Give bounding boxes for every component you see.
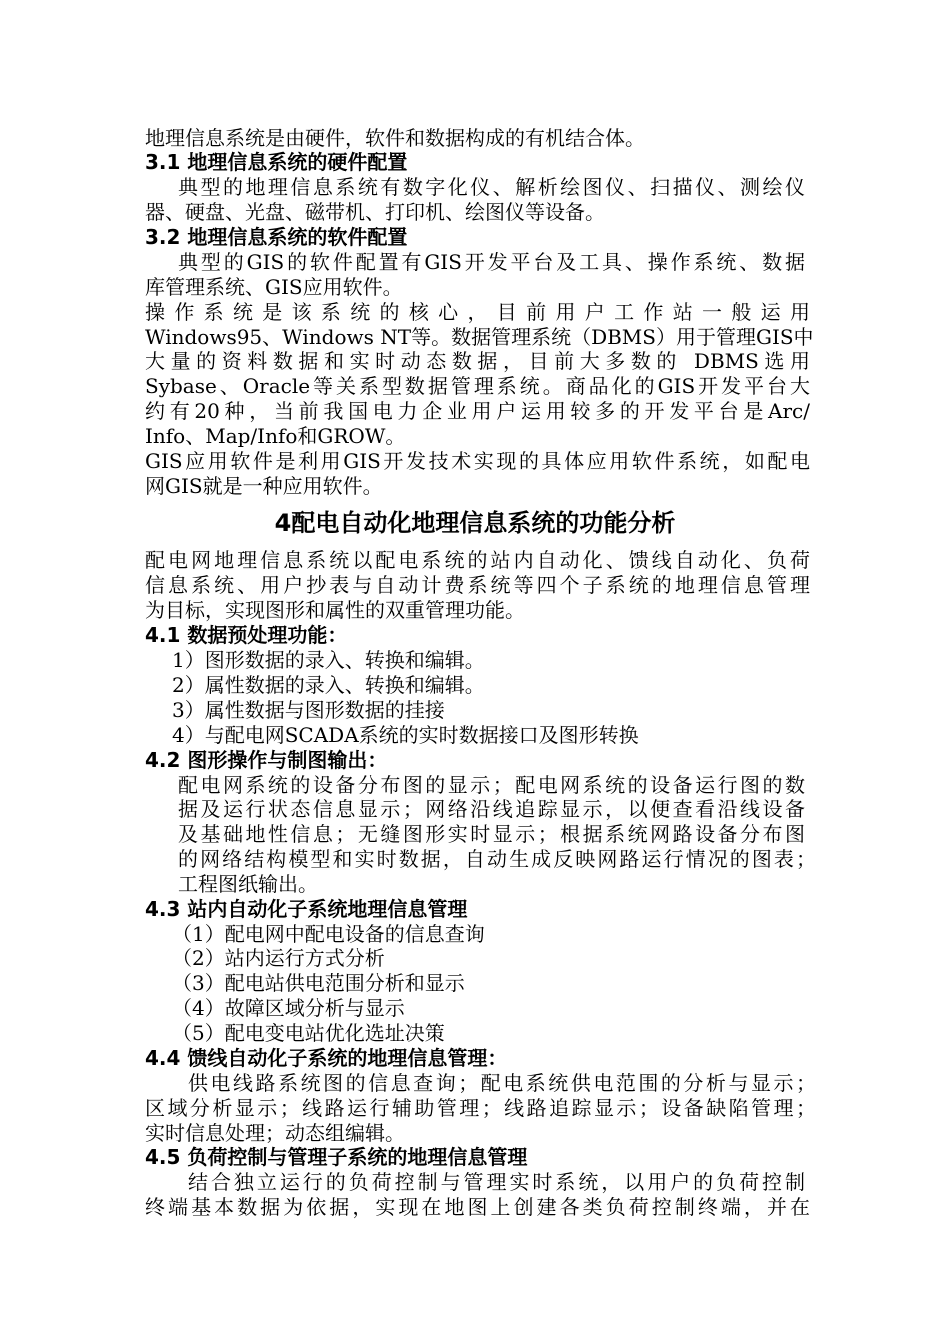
section-4-4-line: 区域分析显示；线路运行辅助管理；线路追踪显示；设备缺陷管理； (145, 1096, 816, 1120)
section-4-4-line: 实时信息处理；动态组编辑。 (145, 1121, 405, 1145)
section-4-5-heading: 4.5 负荷控制与管理子系统的地理信息管理 (145, 1145, 528, 1169)
section-3-2-line: 大量的资料数据和实时动态数据，目前大多数的 DBMS选用 (145, 349, 810, 373)
section-3-2-line: 操 作 系 统 是 该 系 统 的 核 心 ， 目 前 用 户 工 作 站 一 般 运 用 (145, 300, 810, 324)
section-4-5-line: 终端基本数据为依据，实现在地图上创建各类负荷控制终端，并在 (145, 1195, 810, 1219)
section-3-2-line: 典型的GIS的软件配置有GIS开发平台及工具、操作系统、数据 (178, 250, 805, 274)
list-item: （1）配电网中配电设备的信息查询 (172, 922, 485, 946)
chapter-4-line: 为目标，实现图形和属性的双重管理功能。 (145, 598, 525, 622)
intro-paragraph: 地理信息系统是由硬件，软件和数据构成的有机结合体。 (145, 126, 645, 150)
section-4-1-heading: 4.1 数据预处理功能： (145, 623, 348, 647)
section-4-4-heading: 4.4 馈线自动化子系统的地理信息管理： (145, 1046, 508, 1070)
list-item: 4）与配电网SCADA系统的实时数据接口及图形转换 (172, 723, 639, 747)
section-3-2-heading: 3.2 地理信息系统的软件配置 (145, 225, 408, 249)
section-4-4-line: 供电线路系统图的信息查询；配电系统供电范围的分析与显示； (188, 1071, 816, 1095)
section-3-2-line: Info、Map/Info和GROW。 (145, 424, 406, 448)
section-3-2-line: 库管理系统、GIS应用软件。 (145, 275, 403, 299)
section-4-2-line: 配电网系统的设备分布图的显示；配电网系统的设备运行图的数 (178, 773, 805, 797)
section-4-2-line: 及基础地性信息；无缝图形实时显示；根据系统网路设备分布图 (178, 822, 805, 846)
section-4-2-line: 据及运行状态信息显示；网络沿线追踪显示，以便查看沿线设备 (178, 797, 805, 821)
section-3-2-line: 网GIS就是一种应用软件。 (145, 474, 383, 498)
section-3-2-line: 约有20种，当前我国电力企业用户运用较多的开发平台是Arc/ (145, 399, 810, 423)
section-3-2-line: Windows95、Windows NT等。数据管理系统（DBMS）用于管理GIS中 (145, 325, 814, 349)
list-item: （3）配电站供电范围分析和显示 (172, 971, 465, 995)
section-4-2-line: 工程图纸输出。 (178, 872, 318, 896)
list-item: （2）站内运行方式分析 (172, 946, 385, 970)
section-4-3-heading: 4.3 站内自动化子系统地理信息管理 (145, 897, 468, 921)
list-item: 1）图形数据的录入、转换和编辑。 (172, 648, 485, 672)
chapter-4-line: 配电网地理信息系统以配电系统的站内自动化、馈线自动化、负荷 (145, 548, 810, 572)
section-3-2-line: Sybase、Oracle等关系型数据管理系统。商品化的GIS开发平台大 (145, 374, 810, 398)
list-item: （4）故障区域分析与显示 (172, 996, 405, 1020)
section-3-1-line: 典型的地理信息系统有数字化仪、解析绘图仪、扫描仪、测绘仪 (178, 175, 805, 199)
section-4-5-line: 结合独立运行的负荷控制与管理实时系统，以用户的负荷控制 (188, 1170, 805, 1194)
section-4-2-heading: 4.2 图形操作与制图输出： (145, 748, 388, 772)
chapter-4-heading: 4配电自动化地理信息系统的功能分析 (274, 509, 676, 537)
section-4-2-line: 的网络结构模型和实时数据，自动生成反映网路运行情况的图表； (178, 847, 816, 871)
list-item: （5）配电变电站优化选址决策 (172, 1021, 445, 1045)
section-3-1-heading: 3.1 地理信息系统的硬件配置 (145, 150, 408, 174)
section-3-2-line: GIS应用软件是利用GIS开发技术实现的具体应用软件系统，如配电 (145, 449, 810, 473)
list-item: 3）属性数据与图形数据的挂接 (172, 698, 445, 722)
list-item: 2）属性数据的录入、转换和编辑。 (172, 673, 485, 697)
section-3-1-line: 器、硬盘、光盘、磁带机、打印机、绘图仪等设备。 (145, 200, 605, 224)
chapter-4-line: 信息系统、用户抄表与自动计费系统等四个子系统的地理信息管理 (145, 573, 810, 597)
